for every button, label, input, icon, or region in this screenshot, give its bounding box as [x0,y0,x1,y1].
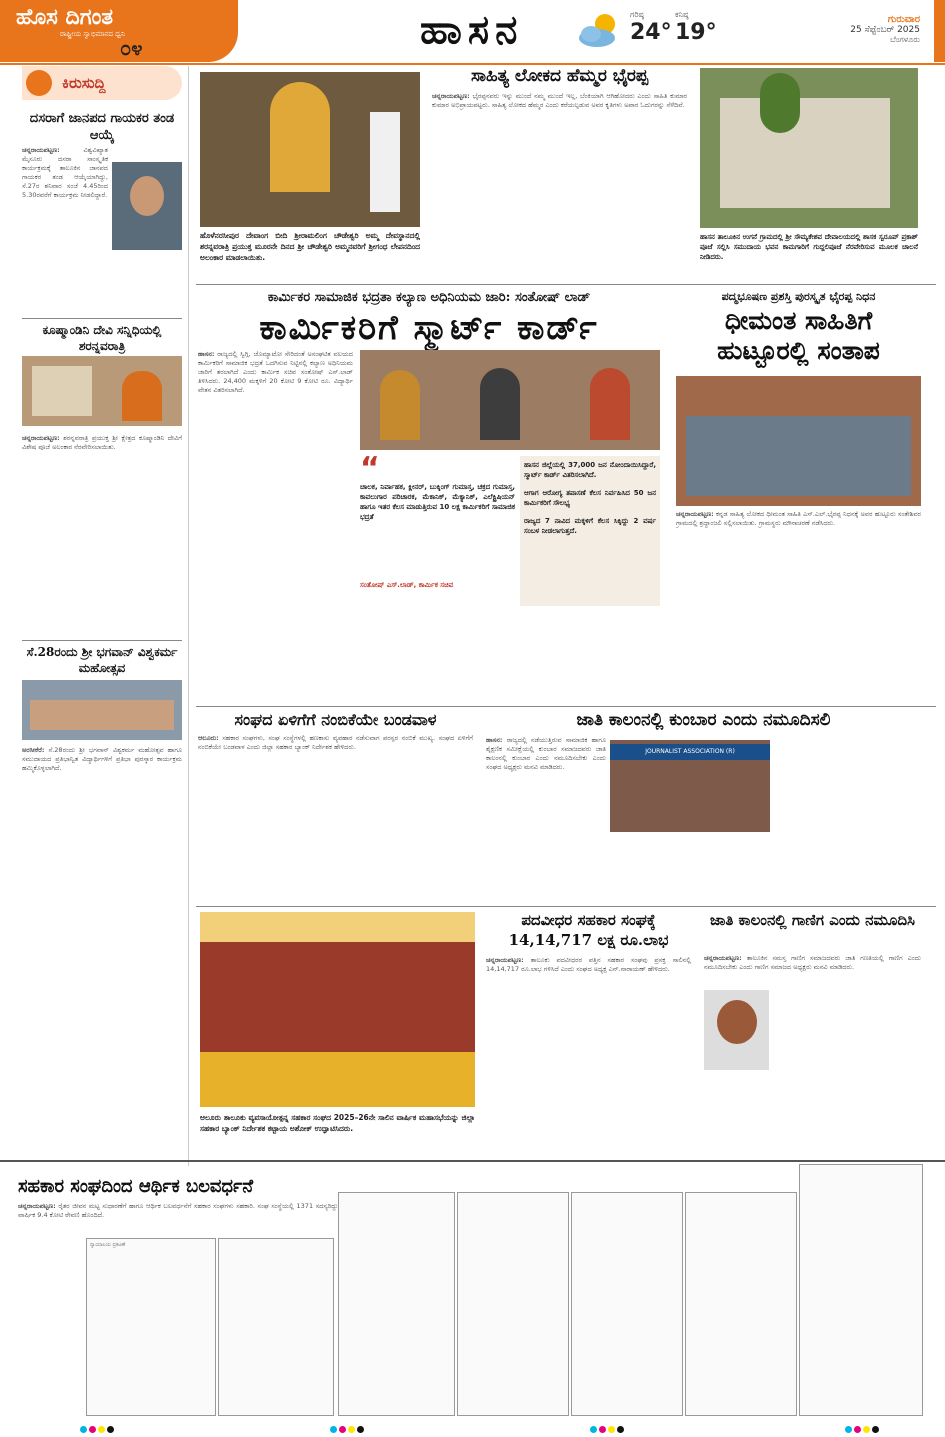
min-temp: 19° [675,20,717,45]
ganiga-text: ತಾಲೂಕಿನ ಸಮಸ್ತ ಗಾಣಿಗ ಸಮಾಜದವರು ಜಾತಿ ಗಣತಿಯಲ್ಲಿ ಗಾಣಿಗ ಎಂದು ನಮೂದಿಸಬೇಕು ಎಂದು ಗಾಣಿಗ ಸಮಾಜದ ಅಧ್ಯಕ್ಷರು ಮನವಿ ಮಾಡಿದರು. [704,954,921,971]
kirusuddi-badge [22,66,182,100]
max-temp-label: ಗರಿಷ್ಠ [630,10,644,19]
coop-title: ಸಂಘದ ಏಳಿಗೆಗೆ ನಂಬಿಕೆಯೇ ಬಂಡವಾಳ [234,710,437,729]
temple-caption: ಹೊಳೆನರಸೀಪುರ ದೇವಾಂಗ ಬೀದಿ ಶ್ರೀರಾಮಲಿಂಗ ಚೌಡೇಶ್ವರಿ ಅಮ್ಮ ದೇವಸ್ಥಾನದಲ್ಲಿ ಶರನ್ನವರಾತ್ರಿ ಪ್ರಯುಕ್ತ ಮೂರನೇ ದಿನದ ಶ್ರೀ ಚೌಡೇಶ್ವರಿ ಅಮ್ಮನವರಿಗೆ ಶ್ರೀಗಂಧ ಲೇಪನದಿಂದ ಅಲಂಕಾರ ಮಾಡಲಾಯಿತು. [200,231,420,262]
max-temp-block [630,10,672,45]
legal-notice [457,1192,569,1416]
legal-notice [86,1238,216,1416]
quote-text: ಚಾಲಕ, ನಿರ್ವಾಹಕ, ಕ್ಲೀನರ್, ಬುಕ್ಕಿಂಗ್ ಗುಮಾಸ್ತ, ಚಕ್ರದ ಗುಮಾಸ್ತ, ಕಾವಲುಗಾರ ಪರಿಚಾರಕ, ಮೆಕಾನಿಕ್, ಮೆಕ್ಯಾನಿಕ್, ಎಲೆಕ್ಟ್ರಿಷಿಯನ್ ಹಾಗೂ ಇತರ ಕೆಲಸ ಮಾಡುತ್ತಿರುವ 10 ಲಕ್ಷ ಕಾರ್ಮಿಕರಿಗೆ ಸಾಮಾಜಿಕ ಭದ್ರತೆ [360,483,515,521]
caste-text: ರಾಜ್ಯದಲ್ಲಿ ನಡೆಯುತ್ತಿರುವ ಸಾಮಾಜಿಕ ಹಾಗೂ ಶೈಕ್ಷಣಿಕ ಸಮೀಕ್ಷೆಯಲ್ಲಿ ಕುಂಬಾರ ಸಮಾಜದವರು ಜಾತಿ ಕಾಲಂನಲ್ಲಿ ಕುಂಬಾರ ಎಂದು ನಮೂದಿಸಬೇಕು ಎಂದು ಸಂಘದ ಅಧ್ಯಕ್ಷರು ಮನವಿ ಮಾಡಿದರು. [486,736,606,771]
weekday: ಗುರುವಾರ [887,14,920,25]
temple-photo [200,72,420,227]
obit-kicker: ಪದ್ಮಭೂಷಣ ಪ್ರಶಸ್ತಿ ಪುರಸ್ಕೃತ ಭೈರಪ್ಪ ನಿಧನ [721,290,876,303]
legal-notice [218,1238,334,1416]
legal-notice [338,1192,455,1416]
ganiga-dateline: ಚನ್ನರಾಯಪಟ್ಟಣ: [704,954,742,962]
min-temp-block [675,10,717,45]
bullet-2: ಆಗಾಗ ಆರೋಗ್ಯ ತಪಾಸಣೆ ಕೆಲಸ ನಿರ್ವಹಿಸಿದ 50 ಜನ ಕಾರ್ಮಿಕರಿಗೆ ಸೌಲಭ್ಯ [524,489,656,507]
legal-notice [685,1192,797,1416]
left-story-2-dateline: ಚನ್ನರಾಯಪಟ್ಟಣ: [22,434,60,442]
registration-dots [80,1418,116,1437]
ganiga-body [704,954,921,1152]
bottom-title: ಸಹಕಾರ ಸಂಘದಿಂದ ಆರ್ಥಿಕ ಬಲವರ್ಧನೆ [18,1176,254,1197]
divider [22,640,182,641]
left-story-3-text: ಸೆ.28ರಂದು ಶ್ರೀ ಭಗವಾನ್ ವಿಶ್ವಕರ್ಮ ಮಹೋತ್ಸವ ಹಾಗೂ ಸಮುದಾಯದ ಪ್ರತಿಭಾನ್ವಿತ ವಿದ್ಯಾರ್ಥಿಗಳಿಗೆ ಪ್ರತಿಭಾ ಪುರಸ್ಕಾರ ಕಾರ್ಯಕ್ರಮ ಹಮ್ಮಿಕೊಳ್ಳಲಾಗಿದೆ. [22,746,182,772]
divider [22,318,182,319]
bullet-1: ಹಾಸನ ಜಿಲ್ಲೆಯಲ್ಲಿ 37,000 ಜನ ನೋಂದಾಯಿಸಿದ್ದಾರೆ, ಸ್ಮಾರ್ಟ್ ಕಾರ್ಡ್ ವಿತರಿಸಲಾಗಿದೆ. [524,461,656,479]
hand-point-icon [26,70,52,96]
divider [196,906,936,907]
registration-dots [590,1418,626,1437]
accent-bar [934,0,945,62]
registration-dots [330,1418,366,1437]
obit-body [676,510,921,700]
legal-notice [799,1164,923,1416]
legal-notice-label: ನ್ಯಾಯಾಲಯ ಪ್ರಕಟಣೆ [90,1242,126,1248]
bottom-dateline: ಚನ್ನರಾಯಪಟ್ಟಣ: [18,1202,56,1210]
left-story-1-photo [112,162,182,250]
legal-notice [571,1192,683,1416]
left-story-1-continued [22,254,182,316]
max-temp: 24° [630,20,672,45]
left-story-2-title: ಕೂಷ್ಮಾಂಡಿನಿ ದೇವಿ ಸನ್ನಿಧಿಯಲ್ಲಿ ಶರನ್ನವರಾತ್ರಿ [42,323,162,353]
date-block [812,14,920,45]
city-name: ಹಾಸನ [420,6,524,53]
profit-body [486,956,691,1152]
bottom-text: ರೈತರ ಜೀವನ ಮಟ್ಟ ಸುಧಾರಣೆಗೆ ಹಾಗೂ ಆರ್ಥಿಕ ಬಲವರ್ಧನೆಗೆ ಸಹಕಾರ ಸಂಘಗಳು ಸಹಕಾರಿ. ಸಂಘ ಸಂಸ್ಥೆಯಲ್ಲಿ 1371 ಸದಸ್ಯರಿದ್ದು ವಾರ್ಷಿಕ 9.4 ಕೋಟಿ ಠೇವಣಿ ಹೊಂದಿದೆ. [18,1202,338,1219]
obit-headline: ಧೀಮಂತ ಸಾಹಿತಿಗೆ ಹುಟ್ಟೂರಲ್ಲಿ ಸಂತಾಪ [717,306,880,365]
story-byrappa-text: ಭೈರಪ್ಪನವರು ಇನ್ನು ಮುಂದೆ ನಮ್ಮ ಮುಂದೆ ಇಲ್ಲ, ಬೆಂಕಿಯಾಗಿ ಆಗಿಹೋದರು ಎಂದು ಸಾಹಿತಿ ಕುಮಾರ ಕುಮಾರ ಅಭಿಪ್ರಾಯಪಟ್ಟರು. ಸಾಹಿತ್ಯ ಲೋಕದ ಹೆಮ್ಮರ ಎಂದು ಕರೆಯಲ್ಪಡುವ ಅವರ ಕೃತಿಗಳು ಅಪಾರ ಓದುಗರನ್ನು ಸೆಳೆದಿವೆ. [432,92,687,109]
bottom-body [18,1202,338,1232]
caste-title: ಜಾತಿ ಕಾಲಂನಲ್ಲಿ ಕುಂಬಾರ ಎಂದು ನಮೂದಿಸಲಿ [576,710,831,730]
coop-body [198,734,473,902]
main-kicker: ಕಾರ್ಮಿಕರ ಸಾಮಾಜಿಕ ಭದ್ರತಾ ಕಲ್ಯಾಣ ಅಧಿನಿಯಮ ಜಾರಿ: ಸಂತೋಷ್ ಲಾಡ್ [267,290,591,305]
obit-text: ಕನ್ನಡ ಸಾಹಿತ್ಯ ಲೋಕದ ಧೀಮಂತ ಸಾಹಿತಿ ಎಸ್.ಎಲ್.ಭೈರಪ್ಪ ನಿಧನಕ್ಕೆ ಅವರ ಹುಟ್ಟೂರು ಸಂತೇಶಿವರ ಗ್ರಾಮದಲ್ಲಿ ಶ್ರದ್ಧಾಂಜಲಿ ಸಲ್ಲಿಸಲಾಯಿತು. ಗ್ರಾಮಸ್ಥರು ಮೌನಾಚರಣೆ ನಡೆಸಿದರು. [676,510,921,527]
brand-name: ಹೊಸ ದಿಗಂತ [16,4,114,30]
bullet-box [520,456,660,606]
quote-author: ಸಂತೋಷ್ ಎಸ್.ಲಾಡ್ [360,581,414,589]
profit-dateline: ಚನ್ನರಾಯಪಟ್ಟಣ: [486,956,524,964]
caste-body [486,736,606,906]
left-story-3-photo [22,680,182,740]
left-story-2-body [22,434,182,634]
quote-mark-icon: “ [360,451,380,486]
story-byrappa-body [432,92,687,280]
profit-title: ಪದವೀಧರ ಸಹಕಾರ ಸಂಘಕ್ಕೆ 14,14,717 ಲಕ್ಷ ರೂ.ಲಾಭ [508,911,669,949]
bottom-body-continued [18,1238,82,1414]
groundbreak-caption: ಹಾಸನ ತಾಲೂಕಿನ ಉಗನೆ ಗ್ರಾಮದಲ್ಲಿ ಶ್ರೀ ಸೌಮ್ಯಕೇಶವ ದೇವಾಲಯದಲ್ಲಿ ಶಾಸಕ ಸ್ವರೂಪ್ ಪ್ರಕಾಶ್ ಪೂಜೆ ಸಲ್ಲಿಸಿ ಸಮುದಾಯ ಭವನ ಕಾಮಗಾರಿಗೆ ಗುದ್ದಲಿಪೂಜೆ ನೆರವೇರಿಸುವ ಮೂಲಕ ಚಾಲನೆ ನೀಡಿದರು. [700,233,918,261]
obit-dateline: ಚನ್ನರಾಯಪಟ್ಟಣ: [676,510,714,518]
quote-role: ಕಾರ್ಮಿಕ ಸಚಿವ [418,581,454,589]
column-divider [188,66,189,1166]
association-banner: JOURNALIST ASSOCIATION (R) [610,744,770,760]
story-byrappa-dateline: ಚನ್ನರಾಯಪಟ್ಟಣ: [432,92,470,100]
coop-meeting-photo [200,912,475,1107]
divider [196,706,936,707]
weather-cloud-sun-icon [575,8,625,52]
left-story-1-body [22,146,108,216]
date: 25 ಸೆಪ್ಟೆಂಬರ್ 2025 [850,25,920,35]
place: ಬೆಂಗಳೂರು [890,35,920,44]
left-story-3-dateline: ಅರಸೀಕೆರೆ: [22,746,45,754]
main-headline: ಕಾರ್ಮಿಕರಿಗೆ ಸ್ಮಾರ್ಟ್ ಕಾರ್ಡ್ [259,308,599,348]
kirusuddi-label: ಕಿರುಸುದ್ದಿ [62,74,106,92]
masthead-rule [0,63,945,65]
left-story-1-text: ವಿಶ್ವವಿಖ್ಯಾತ ಮೈಸೂರು ದಸರಾ ಸಾಂಸ್ಕೃತಿಕ ಕಾರ್ಯಕ್ರಮಕ್ಕೆ ತಾಲೂಕಿನ ಜಾನಪದ ಗಾಯಕರ ತಂಡ ಆಯ್ಕೆಯಾಗಿದ್ದು, ಸೆ.27ರ ಶನಿವಾರ ಸಂಜೆ 4.45ರಿಂದ 5.30ರವರೆಗೆ ಕಾರ್ಯಕ್ರಮ ನೀಡಲಿದ್ದಾರೆ. [22,146,108,199]
caste-body-continued [776,736,921,906]
brand-tagline: ರಾಷ್ಟ್ರೀಯ ಸ್ವಾಭಿಮಾನದ ಧ್ವನಿ [60,30,125,38]
coop-text: ಸಹಕಾರ ಸಂಘಗಳು, ಸಂಘ ಸಂಸ್ಥೆಗಳಲ್ಲಿ ಹಣಕಾಸು ವ್ಯವಹಾರ ನಡೆಸುವಾಗ ಪರಸ್ಪರ ನಂಬಿಕೆ ಮುಖ್ಯ. ಸಂಘದ ಏಳಿಗೆಗೆ ನಂಬಿಕೆಯೇ ಬಂಡವಾಳ ಎಂದು ಜಿಲ್ಲಾ ಸಹಕಾರ ಬ್ಯಾಂಕ್ ನಿರ್ದೇಶಕ ಹೇಳಿದರು. [198,734,473,751]
ganiga-title: ಜಾತಿ ಕಾಲಂನಲ್ಲಿ ಗಾಣಿಗ ಎಂದು ನಮೂದಿಸಿ [709,911,915,929]
left-story-2-text: ಶರನ್ನವರಾತ್ರಿ ಪ್ರಯುಕ್ತ ಶ್ರೀ ಕ್ಷೇತ್ರದ ಕೂಷ್ಮಾಂಡಿನಿ ದೇವಿಗೆ ವಿಶೇಷ ಪೂಜೆ ಅಲಂಕಾರ ನೆರವೇರಿಸಲಾಯಿತು. [22,434,182,451]
temple-groundbreak-photo [700,68,918,228]
main-text: ರಾಜ್ಯದಲ್ಲಿ ಸ್ವಿಗ್ಗಿ, ಜೊಮ್ಯಾಟೋ ಸೇರಿದಂತೆ ಅಸಂಘಟಿತ ವಲಯದ ಕಾರ್ಮಿಕರಿಗೆ ಸಾಮಾಜಿಕ ಭದ್ರತೆ ಒದಗಿಸುವ ನಿಟ್ಟಿನಲ್ಲಿ ಕಲ್ಯಾಣ ಅಧಿನಿಯಮ ಜಾರಿಗೆ ತರಲಾಗಿದೆ ಎಂದು ಕಾರ್ಮಿಕ ಸಚಿವ ಸಂತೋಷ್ ಎಸ್.ಲಾಡ್ ತಿಳಿಸಿದರು. 24,400 ಮಕ್ಕಳಿಗೆ 20 ಕೋಟಿ 9 ಕೋಟಿ ರೂ. ವಿದ್ಯಾರ್ಥಿ ವೇತನ ವಿತರಿಸಲಾಗಿದೆ. [198,350,353,394]
left-story-2-photo [22,356,182,426]
left-story-3-body [22,746,182,1156]
registration-dots [845,1418,881,1437]
section-rule [0,1160,945,1162]
left-story-1-dateline: ಚನ್ನರಾಯಪಟ್ಟಣ: [22,146,60,154]
min-temp-label: ಕನಿಷ್ಠ [675,10,689,19]
story-byrappa-title: ಸಾಹಿತ್ಯ ಲೋಕದ ಹೆಮ್ಮರ ಭೈರಪ್ಪ [470,66,649,86]
obit-photo [676,376,921,506]
main-photo [360,350,660,450]
main-body-continued [198,610,660,700]
caste-photo [610,740,770,832]
masthead-logo [0,0,238,62]
main-body [198,350,353,595]
main-dateline: ಹಾಸನ: [198,350,215,358]
left-story-1-title: ದಸರಾಗೆ ಜಾನಪದ ಗಾಯಕರ ತಂಡ ಆಯ್ಕೆ [29,111,175,143]
profit-text: ತಾಲೂಕು ಪದವೀಧರರ ಪತ್ತಿನ ಸಹಕಾರ ಸಂಘವು ಪ್ರಸಕ್ತ ಸಾಲಿನಲ್ಲಿ 14,14,717 ರೂ.ಲಾಭ ಗಳಿಸಿದೆ ಎಂದು ಸಂಘದ ಅಧ್ಯಕ್ಷ ಎನ್.ನಾರಾಯಣ್ ಹೇಳಿದರು. [486,956,691,973]
quote-box: “ ಚಾಲಕ, ನಿರ್ವಾಹಕ, ಕ್ಲೀನರ್, ಬುಕ್ಕಿಂಗ್ ಗುಮಾಸ್ತ, ಚಕ್ರದ ಗುಮಾಸ್ತ, ಕಾವಲುಗಾರ ಪರಿಚಾರಕ, ಮೆಕಾನಿಕ್, ಮೆಕ್ಯಾನಿಕ್, ಎಲೆಕ್ಟ್ರಿಷಿಯನ್ ಹಾಗೂ ಇತರ ಕೆಲಸ ಮಾಡುತ್ತಿರುವ 10 ಲಕ್ಷ ಕಾರ್ಮಿಕರಿಗೆ ಸಾಮಾಜಿಕ ಭದ್ರತೆ ಸಂತೋಷ್ ಎಸ್.ಲಾಡ್, ಕಾರ್ಮಿಕ ಸಚಿವ [360,451,515,589]
edition-number: ೦೪ [120,36,143,60]
caste-dateline: ಹಾಸನ: [486,736,503,744]
coop-dateline: ಆಲೂರು: [198,734,219,742]
bullet-3: ರಾಜ್ಯದ 7 ನಾವಿದ ಮಕ್ಕಳಿಗೆ ಕೆಲಸ ಸಿಕ್ಕಿದ್ದು 2 ವರ್ಷ ಸಂಬಳ ನೀಡಲಾಗುತ್ತದೆ. [524,517,656,535]
left-story-3-title: ಸೆ.28ರಂದು ಶ್ರೀ ಭಗವಾನ್ ವಿಶ್ವಕರ್ಮ ಮಹೋತ್ಸವ [26,645,178,675]
coop-meeting-caption: ಆಲೂರು ತಾಲೂಕು ವ್ಯವಸಾಯೋತ್ಪನ್ನ ಸಹಕಾರ ಸಂಘದ 2025–26ನೇ ಸಾಲಿನ ವಾರ್ಷಿಕ ಮಹಾಸಭೆಯನ್ನು ಜಿಲ್ಲಾ ಸಹಕಾರ ಬ್ಯಾಂಕ್ ನಿರ್ದೇಶಕ ಕಟ್ಟಾಯ ಅಶೋಕ್ ಉದ್ಘಾಟಿಸಿದರು. [200,1113,475,1133]
divider [196,284,936,285]
